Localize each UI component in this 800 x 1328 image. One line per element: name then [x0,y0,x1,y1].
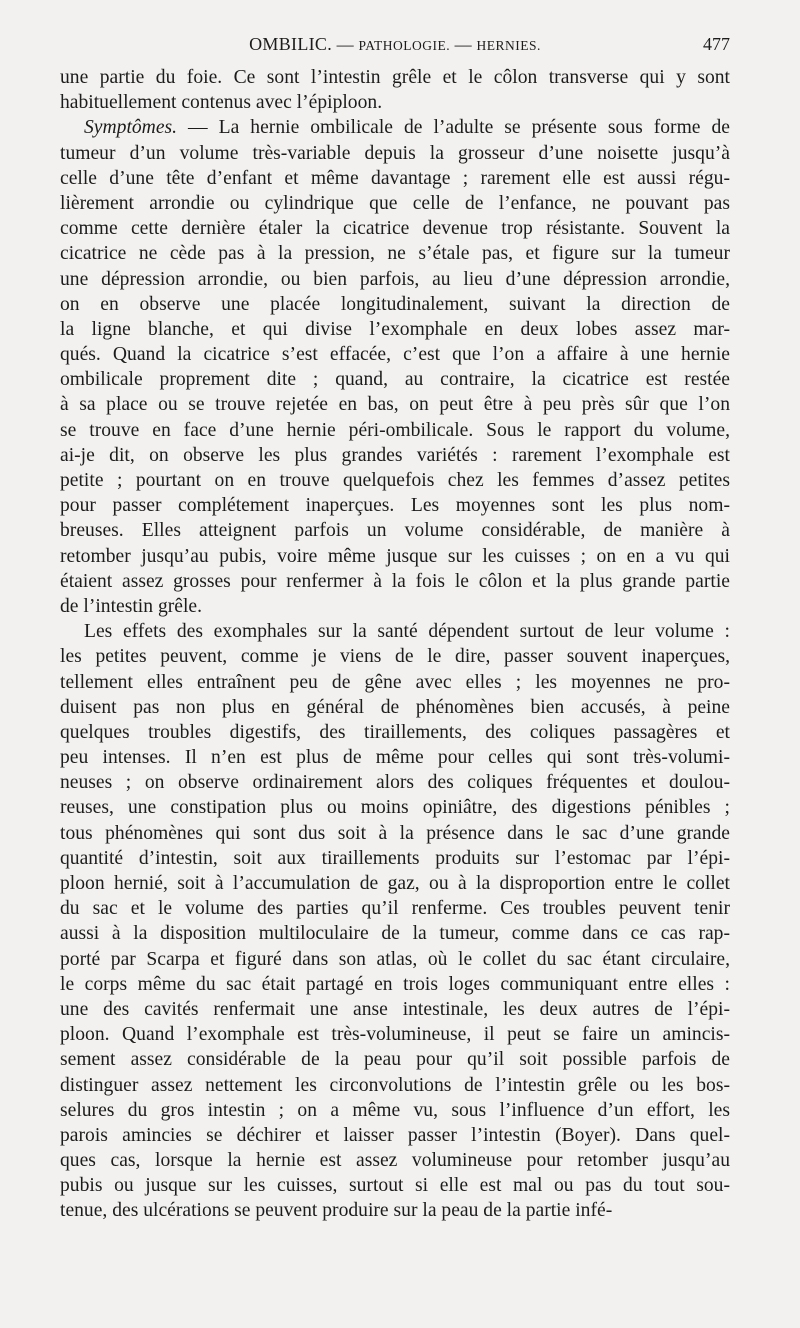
text-line [60,972,730,997]
line-text: pour passer complétement inaperçues. Les moyennes sont les plus nom- [60,495,730,517]
text-line [60,1047,730,1072]
text-line [60,392,730,417]
line-text: pubis ou jusque sur les cuisses, surtout si elle est mal ou pas du tout sou- [60,1175,730,1197]
text-line [60,1022,730,1047]
line-text: cicatrice ne cède pas à la pression, ne s’étale pas, et figure sur la tumeur [60,243,730,265]
line-text: on en observe une placée longitudinalement, suivant la direction de [60,293,730,315]
text-line [60,1123,730,1148]
title-main: OMBILIC. [249,34,333,54]
line-text: celle d’une tête d’enfant et même davantage ; rarement elle est aussi régu- [60,167,730,189]
text-line [60,569,730,594]
text-line [60,267,730,292]
line-text: selures du gros intestin ; on a même vu, sous l’influence d’un effort, les [60,1099,730,1121]
page-header [60,34,730,58]
line-text: une des cavités renfermait une anse intestinale, les deux autres de l’épi- [60,998,730,1020]
line-text: parois amincies se déchirer et laisser passer l’intestin (Boyer). Dans quel- [60,1124,730,1146]
text-line [60,317,730,342]
line-text: ombilicale proprement dite ; quand, au contraire, la cicatrice est restée [60,369,730,391]
text-line [60,846,730,871]
text-line [60,292,730,317]
text-line [60,342,730,367]
text-line [60,695,730,720]
section-heading: Symptômes. [84,117,178,139]
text-line [60,821,730,846]
line-text: ploon hernié, soit à l’accumulation de gaz, ou à la disproportion entre le collet [60,873,730,894]
text-line [60,191,730,216]
paragraph [60,115,730,619]
line-text: — La hernie ombilicale de l’adulte se présente sous forme de [177,117,730,139]
line-text: une partie du foie. Ce sont l’intestin grêle et le côlon transverse qui y sont [60,67,730,88]
text-line [60,871,730,896]
text-line [60,896,730,921]
running-title [60,34,730,55]
text-line [60,795,730,820]
paragraph [60,65,730,115]
line-text: se trouve en face d’une hernie péri-ombilicale. Sous le rapport du volume, [60,419,730,441]
text-line [60,1173,730,1198]
title-separator: — [332,35,359,54]
line-text: habituellement contenus avec l’épiploon. [60,92,383,114]
text-line [60,418,730,443]
text-line [60,493,730,518]
line-text: breuses. Elles atteignent parfois un volume considérable, de manière à [60,520,730,542]
line-text: neuses ; on observe ordinairement alors des coliques fréquentes et doulou- [60,772,730,794]
line-text: duisent pas non plus en général de phénomènes bien accusés, à peine [60,696,730,718]
line-text: les petites peuvent, comme je viens de le dire, passer souvent inaperçues, [60,646,730,668]
text-line [60,166,730,191]
text-line [60,1148,730,1173]
line-text: tenue, des ulcérations se peuvent produire sur la peau de la partie infé- [60,1200,613,1222]
line-text: du sac et le volume des parties qu’il renferme. Ces troubles peuvent tenir [60,898,730,920]
text-line [60,90,730,115]
line-text: tous phénomènes qui sont dus soit à la présence dans le sac d’une grande [60,822,730,844]
line-text: à sa place ou se trouve rejetée en bas, on peut être à peu près sûr que l’on [60,394,730,416]
line-text: porté par Scarpa et figuré dans son atlas, où le collet du sac étant circulaire, [60,948,730,970]
text-line [60,720,730,745]
title-sub: HERNIES. [476,38,541,53]
line-text: une dépression arrondie, ou bien parfois, au lieu d’une dépression arrondie, [60,268,730,290]
text-line [60,921,730,946]
text-line [60,367,730,392]
text-line [60,594,730,619]
text-line [60,216,730,241]
line-text: tumeur d’un volume très-variable depuis la grosseur d’une noisette jusqu’à [60,142,730,164]
text-line [60,1198,730,1223]
paragraph [60,619,730,1224]
title-section: PATHOLOGIE. [358,38,451,53]
title-separator: — [450,35,477,54]
text-line [60,115,730,140]
text-line [60,997,730,1022]
line-text: aussi à la disposition multiloculaire de la tumeur, comme dans ce cas rap- [60,923,730,945]
text-line [60,544,730,569]
line-text: le corps même du sac était partagé en trois loges communiquant entre elles : [60,973,730,995]
text-line [60,670,730,695]
text-line [60,1098,730,1123]
text-line [60,518,730,543]
line-text: ai-je dit, on observe les plus grandes variétés : rarement l’exomphale est [60,444,730,466]
line-text: ploon. Quand l’exomphale est très-volumineuse, il peut se faire un amincis- [60,1024,730,1046]
text-line [60,65,730,90]
line-text: étaient assez grosses pour renfermer à la fois le côlon et la plus grande partie [60,570,730,592]
text-line [60,619,730,644]
line-text: la ligne blanche, et qui divise l’exomphale en deux lobes assez mar- [60,318,730,340]
text-line [60,644,730,669]
text-line [60,468,730,493]
page-number: 477 [703,34,730,54]
line-text: ques cas, lorsque la hernie est assez volumineuse pour retomber jusqu’au [60,1150,730,1172]
line-text: comme cette dernière étaler la cicatrice devenue trop résistante. Souvent la [60,218,730,240]
line-text: quantité d’intestin, soit aux tiraillements produits sur l’estomac par l’épi- [60,847,730,869]
line-text: reuses, une constipation plus ou moins opiniâtre, des digestions pénibles ; [60,797,730,819]
line-text: de l’intestin grêle. [60,595,203,617]
text-line [60,770,730,795]
line-text: quelques troubles digestifs, des tiraillements, des coliques passagères et [60,721,730,743]
body-text [60,65,730,1224]
line-text: Les effets des exomphales sur la santé dépendent surtout de leur volume : [84,621,730,643]
line-text: peu intenses. Il n’en est plus de même pour celles qui sont très-volumi- [60,747,730,769]
line-text: tellement elles entraînent peu de gêne avec elles ; les moyennes ne pro- [60,671,730,693]
line-text: retomber jusqu’au pubis, voire même jusque sur les cuisses ; on en a vu qui [60,545,730,567]
line-text: distinguer assez nettement les circonvolutions de l’intestin grêle ou les bos- [60,1074,730,1096]
text-line [60,745,730,770]
text-line [60,241,730,266]
line-text: petite ; pourtant on en trouve quelquefois chez les femmes d’assez petites [60,470,730,491]
line-text: lièrement arrondie ou cylindrique que celle de l’enfance, ne pouvant pas [60,192,730,214]
text-line [60,1073,730,1098]
text-line [60,947,730,972]
text-line [60,443,730,468]
line-text: sement assez considérable de la peau pour qu’il soit possible parfois de [60,1049,730,1071]
text-line [60,141,730,166]
line-text: qués. Quand la cicatrice s’est effacée, c’est que l’on a affaire à une hernie [60,344,730,366]
